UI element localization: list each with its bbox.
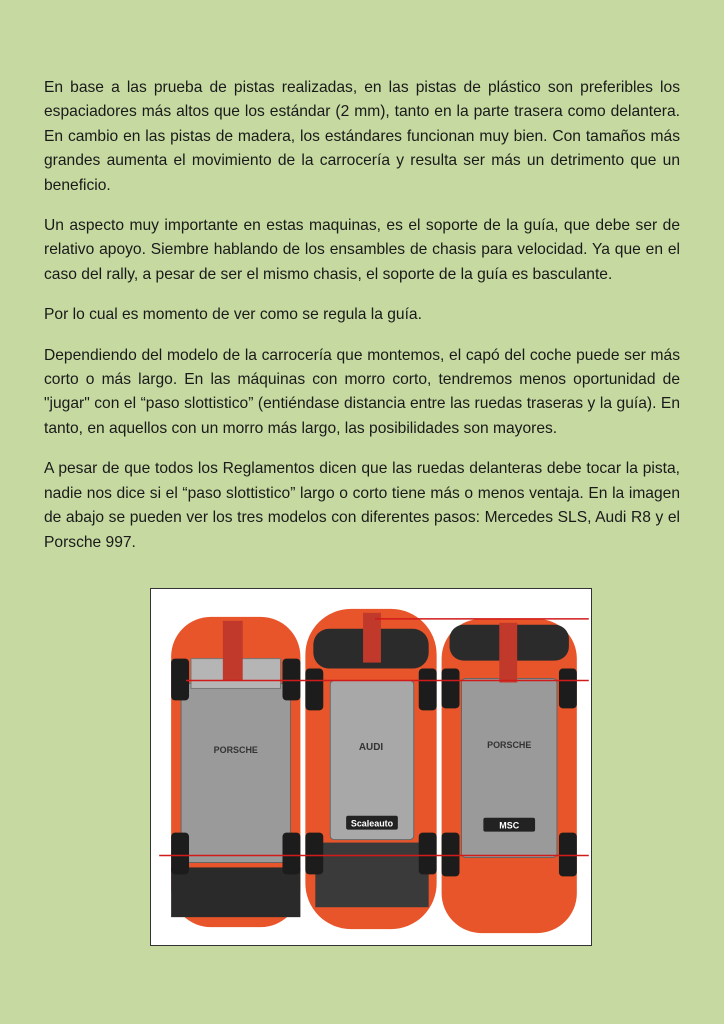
paragraph-3: Por lo cual es momento de ver como se regula la guía.: [44, 306, 422, 324]
logo-label-msc: MSC: [499, 820, 520, 831]
body-text: [44, 76, 680, 571]
paragraph-4: Dependiendo del modelo de la carrocería que montemos, el capó del coche puede ser más corto o más largo. En las máquinas con morro corto, tendremos menos oportunidad de "jugar" con el “paso slottistico” (entiéndase distancia entre las ruedas traseras y la guía). En tanto, en aquellos con un morro más largo, las posibilidades son mayores.: [44, 346, 680, 437]
paragraph-5: A pesar de que todos los Reglamentos dicen que las ruedas delanteras debe tocar la pista, nadie nos dice si el “paso slottistico” largo o corto tiene más o menos ventaja. En la imagen de abajo se pueden ver los tres modelos con diferentes pasos: Mercedes SLS, Audi R8 y el Porsche 997.: [44, 460, 680, 551]
car-audi-r8: [305, 609, 436, 929]
chassis-label-2: AUDI: [358, 742, 384, 754]
paragraph-1: En base a las prueba de pistas realizadas, en las pistas de plástico son preferibles los espaciadores más altos que los estándar (2 mm), tanto en la parte trasera como delantera. En cambio en las pistas de madera, los estándares funcionan muy bien. Con tamaños más grandes aumenta el movimiento de la carrocería y resulta ser más un detrimento que un beneficio.: [44, 79, 680, 194]
paragraph-2: Un aspecto muy importante en estas maquinas, es el soporte de la guía, que debe ser de relativo apoyo. Siembre hablando de los ensambles de chasis para velocidad. Ya que en el caso del rally, a pesar de ser el mismo chasis, el soporte de la guía es basculante.: [44, 217, 680, 283]
chassis-comparison-photo: [150, 588, 592, 946]
car-mercedes-sls: [171, 617, 300, 927]
chassis-label-3: PORSCHE: [487, 740, 532, 751]
chassis-label-1: PORSCHE: [213, 745, 258, 756]
car-porsche-997: [442, 619, 577, 933]
logo-label-scaleauto: Scaleauto: [350, 818, 394, 829]
